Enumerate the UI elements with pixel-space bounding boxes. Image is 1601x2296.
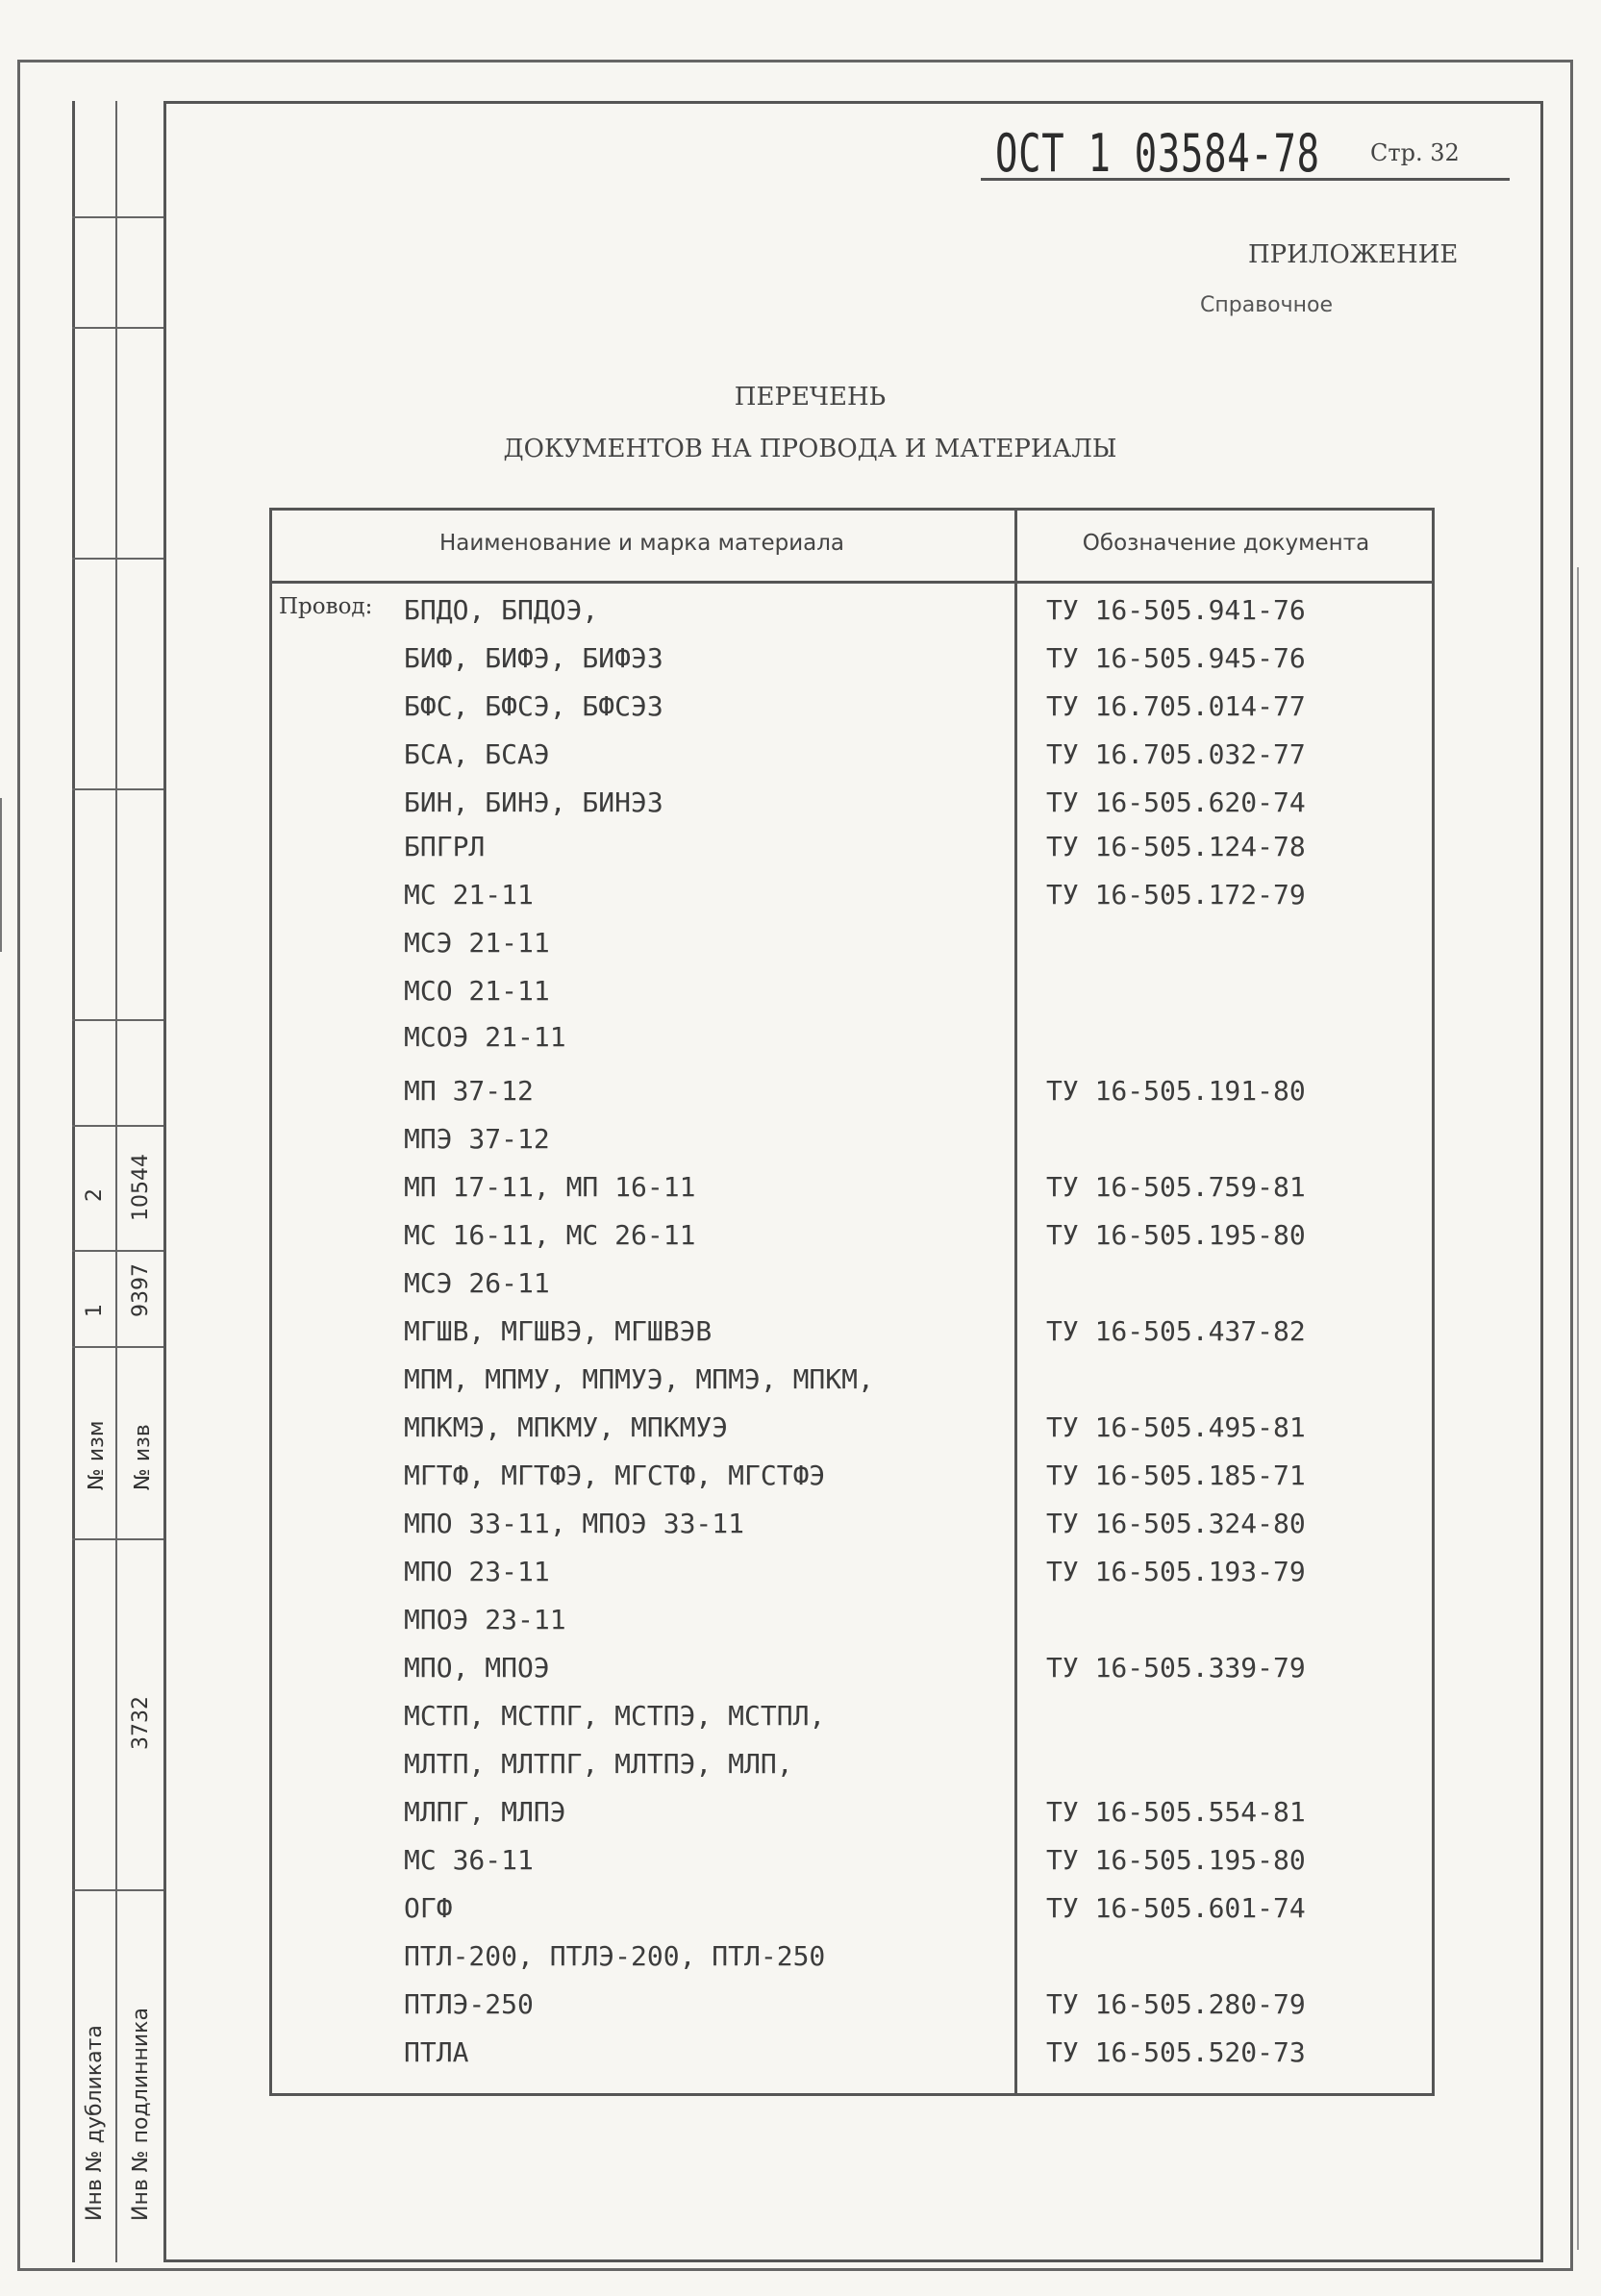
table-cell-name: МГШВ, МГШВЭ, МГШВЭВ: [404, 1315, 713, 1347]
table-cell-name: МПЭ 37-12: [404, 1123, 550, 1155]
table-cell-name: МПО 23-11: [404, 1556, 550, 1587]
change-1: 1: [83, 1304, 107, 1317]
table-cell-document: ТУ 16-505.172-79: [1046, 879, 1306, 911]
stamp-divider: [72, 1538, 163, 1540]
table-cell-document: ТУ 16-505.941-76: [1046, 594, 1306, 626]
table-cell-name: ПТЛА: [404, 2036, 469, 2068]
table-cell-name: ОГФ: [404, 1892, 453, 1924]
notice-1: 9397: [129, 1263, 153, 1317]
table-cell-document: ТУ 16-505.195-80: [1046, 1844, 1306, 1876]
table-cell-document: ТУ 16-505.759-81: [1046, 1171, 1306, 1203]
table-cell-document: ТУ 16-505.185-71: [1046, 1460, 1306, 1491]
table-cell-name: МСОЭ 21-11: [404, 1021, 566, 1053]
table-cell-document: ТУ 16-505.437-82: [1046, 1315, 1306, 1347]
table-cell-name: МСО 21-11: [404, 975, 550, 1007]
table-cell-name: МП 37-12: [404, 1075, 534, 1107]
table-cell-name: БИН, БИНЭ, БИНЭЗ: [404, 786, 663, 818]
table-cell-name: МГТФ, МГТФЭ, МГСТФ, МГСТФЭ: [404, 1460, 826, 1491]
document-title: ПЕРЕЧЕНЬ: [734, 383, 887, 412]
header-underline: [981, 178, 1510, 181]
table-cell-document: ТУ 16-505.339-79: [1046, 1652, 1306, 1684]
table-header-divider: [269, 581, 1435, 584]
table-cell-name: МС 21-11: [404, 879, 534, 911]
table-cell-document: ТУ 16-505.601-74: [1046, 1892, 1306, 1924]
column-header-document: Обозначение документа: [1082, 531, 1370, 556]
table-cell-name: МПОЭ 23-11: [404, 1604, 566, 1635]
page-number: Стр. 32: [1370, 139, 1460, 166]
document-subtitle: ДОКУМЕНТОВ НА ПРОВОДА И МАТЕРИАЛЫ: [503, 435, 1117, 463]
table-cell-name: МПО 33-11, МПОЭ 33-11: [404, 1508, 745, 1539]
margin-mark: [1577, 567, 1579, 2250]
table-cell-name: ПТЛ-200, ПТЛЭ-200, ПТЛ-250: [404, 1940, 826, 1972]
table-cell-document: ТУ 16-505.495-81: [1046, 1411, 1306, 1443]
table-cell-name: МС 16-11, МС 26-11: [404, 1219, 696, 1251]
table-cell-name: МПМ, МПМУ, МПМУЭ, МПМЭ, МПКМ,: [404, 1363, 874, 1395]
stamp-divider: [72, 558, 163, 560]
notice-2: 10544: [129, 1154, 153, 1221]
stamp-divider: [72, 1346, 163, 1348]
appendix-type: Справочное: [1200, 293, 1333, 317]
table-cell-document: ТУ 16-505.520-73: [1046, 2036, 1306, 2068]
table-cell-document: ТУ 16-505.620-74: [1046, 786, 1306, 818]
stamp-divider: [72, 1019, 163, 1021]
table-cell-document: ТУ 16-505.324-80: [1046, 1508, 1306, 1539]
table-cell-name: МЛПГ, МЛПЭ: [404, 1796, 566, 1828]
table-cell-document: ТУ 16-505.124-78: [1046, 831, 1306, 862]
table-column-divider: [1014, 508, 1017, 2096]
wire-prefix: Провод:: [279, 594, 373, 619]
table-cell-name: МСЭ 26-11: [404, 1267, 550, 1299]
table-cell-document: ТУ 16-505.195-80: [1046, 1219, 1306, 1251]
duplicate-inventory-label: Инв № дубликата: [83, 2025, 107, 2221]
table-cell-name: МПО, МПОЭ: [404, 1652, 550, 1684]
standard-designation: ОСТ 1 03584-78: [995, 123, 1320, 184]
original-number: 3732: [129, 1696, 153, 1750]
table-cell-name: МСТП, МСТПГ, МСТПЭ, МСТПЛ,: [404, 1700, 826, 1732]
table-cell-name: ПТЛЭ-250: [404, 1988, 534, 2020]
table-cell-document: ТУ 16-505.280-79: [1046, 1988, 1306, 2020]
table-cell-document: ТУ 16-505.193-79: [1046, 1556, 1306, 1587]
table-cell-name: МПКМЭ, МПКМУ, МПКМУЭ: [404, 1411, 729, 1443]
table-cell-name: БИФ, БИФЭ, БИФЭЗ: [404, 642, 663, 674]
table-cell-document: ТУ 16.705.032-77: [1046, 738, 1306, 770]
margin-mark: [0, 798, 2, 952]
stamp-column-left: [72, 101, 117, 2262]
table-cell-name: БСА, БСАЭ: [404, 738, 550, 770]
appendix-label: ПРИЛОЖЕНИЕ: [1248, 240, 1459, 269]
table-cell-name: БФС, БФСЭ, БФСЭЗ: [404, 690, 663, 722]
stamp-divider: [72, 327, 163, 329]
change-no-label: № изм: [85, 1420, 109, 1490]
table-cell-name: БПГРЛ: [404, 831, 486, 862]
table-cell-document: ТУ 16-505.554-81: [1046, 1796, 1306, 1828]
table-cell-name: БПДО, БПДОЭ,: [404, 594, 599, 626]
table-cell-name: МС 36-11: [404, 1844, 534, 1876]
stamp-divider: [72, 1250, 163, 1252]
notice-no-label: № изв: [131, 1424, 155, 1490]
column-header-name: Наименование и марка материала: [438, 531, 845, 556]
stamp-divider: [72, 1889, 163, 1891]
change-2: 2: [83, 1188, 107, 1202]
table-cell-name: МЛТП, МЛТПГ, МЛТПЭ, МЛП,: [404, 1748, 793, 1780]
table-cell-name: МП 17-11, МП 16-11: [404, 1171, 696, 1203]
table-cell-document: ТУ 16-505.191-80: [1046, 1075, 1306, 1107]
table-cell-document: ТУ 16-505.945-76: [1046, 642, 1306, 674]
stamp-divider: [72, 216, 163, 218]
stamp-divider: [72, 788, 163, 790]
original-inventory-label: Инв № подлинника: [129, 2008, 153, 2221]
table-cell-name: МСЭ 21-11: [404, 927, 550, 959]
stamp-divider: [72, 1125, 163, 1127]
table-cell-document: ТУ 16.705.014-77: [1046, 690, 1306, 722]
